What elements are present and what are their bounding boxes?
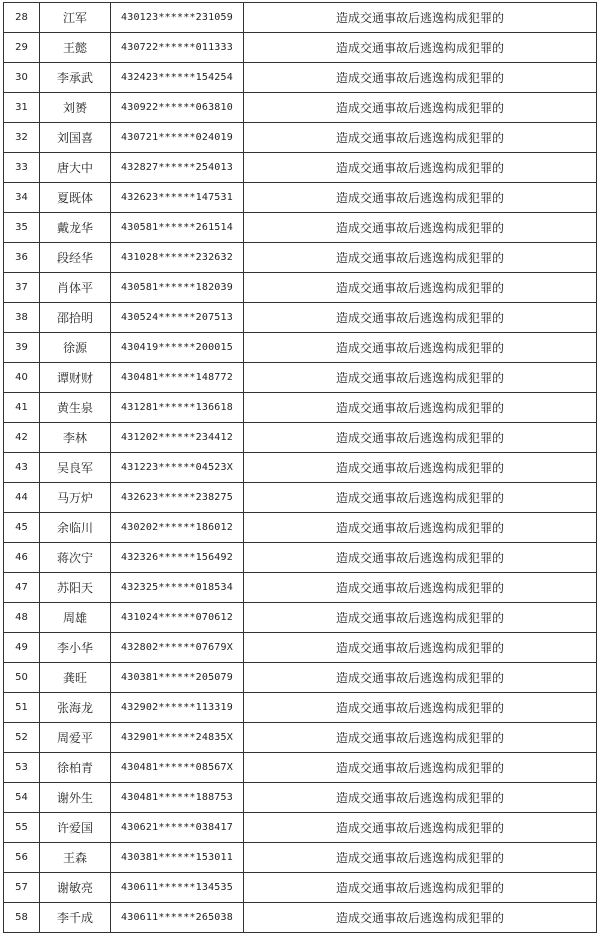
table-row	[4, 603, 597, 633]
violation-reason: 造成交通事故后逃逸构成犯罪的	[244, 513, 597, 543]
person-name: 肖体平	[40, 273, 111, 303]
table-row	[4, 453, 597, 483]
person-name: 李林	[40, 423, 111, 453]
person-name: 李承武	[40, 63, 111, 93]
table-row	[4, 333, 597, 363]
row-number: 58	[4, 903, 40, 933]
person-name: 戴龙华	[40, 213, 111, 243]
table-row	[4, 303, 597, 333]
person-name: 夏既体	[40, 183, 111, 213]
id-number: 431281******136618	[111, 393, 244, 423]
row-number: 30	[4, 63, 40, 93]
violation-reason: 造成交通事故后逃逸构成犯罪的	[244, 633, 597, 663]
row-number: 56	[4, 843, 40, 873]
id-number: 430524******207513	[111, 303, 244, 333]
table-row	[4, 123, 597, 153]
person-name: 徐源	[40, 333, 111, 363]
person-name: 邵拾明	[40, 303, 111, 333]
person-name: 徐柏青	[40, 753, 111, 783]
id-number: 432326******156492	[111, 543, 244, 573]
violation-reason: 造成交通事故后逃逸构成犯罪的	[244, 393, 597, 423]
table-row	[4, 633, 597, 663]
person-name: 段经华	[40, 243, 111, 273]
person-name: 余临川	[40, 513, 111, 543]
violation-reason: 造成交通事故后逃逸构成犯罪的	[244, 753, 597, 783]
table-row	[4, 153, 597, 183]
violation-reason: 造成交通事故后逃逸构成犯罪的	[244, 93, 597, 123]
table-row	[4, 273, 597, 303]
id-number: 432623******238275	[111, 483, 244, 513]
person-name: 龚旺	[40, 663, 111, 693]
row-number: 38	[4, 303, 40, 333]
table-row	[4, 33, 597, 63]
row-number: 55	[4, 813, 40, 843]
person-name: 谢敏亮	[40, 873, 111, 903]
violation-reason: 造成交通事故后逃逸构成犯罪的	[244, 303, 597, 333]
table-row	[4, 543, 597, 573]
row-number: 43	[4, 453, 40, 483]
person-name: 李小华	[40, 633, 111, 663]
table-row	[4, 723, 597, 753]
row-number: 29	[4, 33, 40, 63]
row-number: 39	[4, 333, 40, 363]
row-number: 37	[4, 273, 40, 303]
violation-reason: 造成交通事故后逃逸构成犯罪的	[244, 663, 597, 693]
table-row	[4, 63, 597, 93]
person-name: 李千成	[40, 903, 111, 933]
violation-reason: 造成交通事故后逃逸构成犯罪的	[244, 843, 597, 873]
id-number: 430381******153011	[111, 843, 244, 873]
person-name: 苏阳天	[40, 573, 111, 603]
id-number: 430381******205079	[111, 663, 244, 693]
person-name: 马万炉	[40, 483, 111, 513]
row-number: 28	[4, 3, 40, 33]
id-number: 430481******08567X	[111, 753, 244, 783]
person-name: 刘赟	[40, 93, 111, 123]
table-row	[4, 663, 597, 693]
table-row	[4, 903, 597, 933]
row-number: 46	[4, 543, 40, 573]
id-number: 431223******04523X	[111, 453, 244, 483]
table-row	[4, 873, 597, 903]
violation-reason: 造成交通事故后逃逸构成犯罪的	[244, 33, 597, 63]
id-number: 430722******011333	[111, 33, 244, 63]
person-name: 王森	[40, 843, 111, 873]
id-number: 432623******147531	[111, 183, 244, 213]
violation-reason: 造成交通事故后逃逸构成犯罪的	[244, 123, 597, 153]
violation-reason: 造成交通事故后逃逸构成犯罪的	[244, 363, 597, 393]
violation-reason: 造成交通事故后逃逸构成犯罪的	[244, 783, 597, 813]
person-name: 许爱国	[40, 813, 111, 843]
id-number: 432827******254013	[111, 153, 244, 183]
person-name: 张海龙	[40, 693, 111, 723]
violation-reason: 造成交通事故后逃逸构成犯罪的	[244, 723, 597, 753]
table-row	[4, 483, 597, 513]
id-number: 430202******186012	[111, 513, 244, 543]
row-number: 32	[4, 123, 40, 153]
id-number: 430419******200015	[111, 333, 244, 363]
id-number: 430481******188753	[111, 783, 244, 813]
id-number: 432901******24835X	[111, 723, 244, 753]
table-row	[4, 513, 597, 543]
row-number: 51	[4, 693, 40, 723]
table-row	[4, 843, 597, 873]
violation-reason: 造成交通事故后逃逸构成犯罪的	[244, 183, 597, 213]
id-number: 430611******134535	[111, 873, 244, 903]
row-number: 42	[4, 423, 40, 453]
id-number: 432325******018534	[111, 573, 244, 603]
violation-reason: 造成交通事故后逃逸构成犯罪的	[244, 873, 597, 903]
offender-table	[3, 2, 597, 933]
row-number: 44	[4, 483, 40, 513]
person-name: 吴良军	[40, 453, 111, 483]
id-number: 430481******148772	[111, 363, 244, 393]
row-number: 34	[4, 183, 40, 213]
person-name: 江军	[40, 3, 111, 33]
violation-reason: 造成交通事故后逃逸构成犯罪的	[244, 603, 597, 633]
table-row	[4, 393, 597, 423]
violation-reason: 造成交通事故后逃逸构成犯罪的	[244, 333, 597, 363]
row-number: 49	[4, 633, 40, 663]
table-row	[4, 243, 597, 273]
table-row	[4, 363, 597, 393]
id-number: 430123******231059	[111, 3, 244, 33]
id-number: 430721******024019	[111, 123, 244, 153]
violation-reason: 造成交通事故后逃逸构成犯罪的	[244, 63, 597, 93]
violation-reason: 造成交通事故后逃逸构成犯罪的	[244, 273, 597, 303]
id-number: 430922******063810	[111, 93, 244, 123]
violation-reason: 造成交通事故后逃逸构成犯罪的	[244, 813, 597, 843]
id-number: 431202******234412	[111, 423, 244, 453]
violation-reason: 造成交通事故后逃逸构成犯罪的	[244, 213, 597, 243]
table-row	[4, 93, 597, 123]
person-name: 王懿	[40, 33, 111, 63]
row-number: 33	[4, 153, 40, 183]
id-number: 431028******232632	[111, 243, 244, 273]
person-name: 周雄	[40, 603, 111, 633]
row-number: 48	[4, 603, 40, 633]
id-number: 432802******07679X	[111, 633, 244, 663]
row-number: 35	[4, 213, 40, 243]
violation-reason: 造成交通事故后逃逸构成犯罪的	[244, 693, 597, 723]
violation-reason: 造成交通事故后逃逸构成犯罪的	[244, 903, 597, 933]
row-number: 54	[4, 783, 40, 813]
row-number: 45	[4, 513, 40, 543]
violation-reason: 造成交通事故后逃逸构成犯罪的	[244, 453, 597, 483]
table-row	[4, 213, 597, 243]
person-name: 蒋次宁	[40, 543, 111, 573]
table-row	[4, 693, 597, 723]
violation-reason: 造成交通事故后逃逸构成犯罪的	[244, 543, 597, 573]
row-number: 41	[4, 393, 40, 423]
row-number: 40	[4, 363, 40, 393]
table-row	[4, 753, 597, 783]
person-name: 谭财财	[40, 363, 111, 393]
table-body	[4, 3, 597, 933]
violation-reason: 造成交通事故后逃逸构成犯罪的	[244, 483, 597, 513]
row-number: 52	[4, 723, 40, 753]
row-number: 31	[4, 93, 40, 123]
id-number: 430621******038417	[111, 813, 244, 843]
id-number: 432902******113319	[111, 693, 244, 723]
person-name: 周爱平	[40, 723, 111, 753]
table-row	[4, 573, 597, 603]
person-name: 黄生泉	[40, 393, 111, 423]
person-name: 刘国喜	[40, 123, 111, 153]
id-number: 430581******182039	[111, 273, 244, 303]
violation-reason: 造成交通事故后逃逸构成犯罪的	[244, 153, 597, 183]
table-row	[4, 813, 597, 843]
id-number: 431024******070612	[111, 603, 244, 633]
row-number: 47	[4, 573, 40, 603]
id-number: 430581******261514	[111, 213, 244, 243]
person-name: 唐大中	[40, 153, 111, 183]
id-number: 432423******154254	[111, 63, 244, 93]
table-row	[4, 783, 597, 813]
table-row	[4, 183, 597, 213]
row-number: 36	[4, 243, 40, 273]
person-name: 谢外生	[40, 783, 111, 813]
violation-reason: 造成交通事故后逃逸构成犯罪的	[244, 243, 597, 273]
row-number: 50	[4, 663, 40, 693]
violation-reason: 造成交通事故后逃逸构成犯罪的	[244, 423, 597, 453]
violation-reason: 造成交通事故后逃逸构成犯罪的	[244, 573, 597, 603]
table-row	[4, 3, 597, 33]
row-number: 53	[4, 753, 40, 783]
violation-reason: 造成交通事故后逃逸构成犯罪的	[244, 3, 597, 33]
table-row	[4, 423, 597, 453]
row-number: 57	[4, 873, 40, 903]
id-number: 430611******265038	[111, 903, 244, 933]
